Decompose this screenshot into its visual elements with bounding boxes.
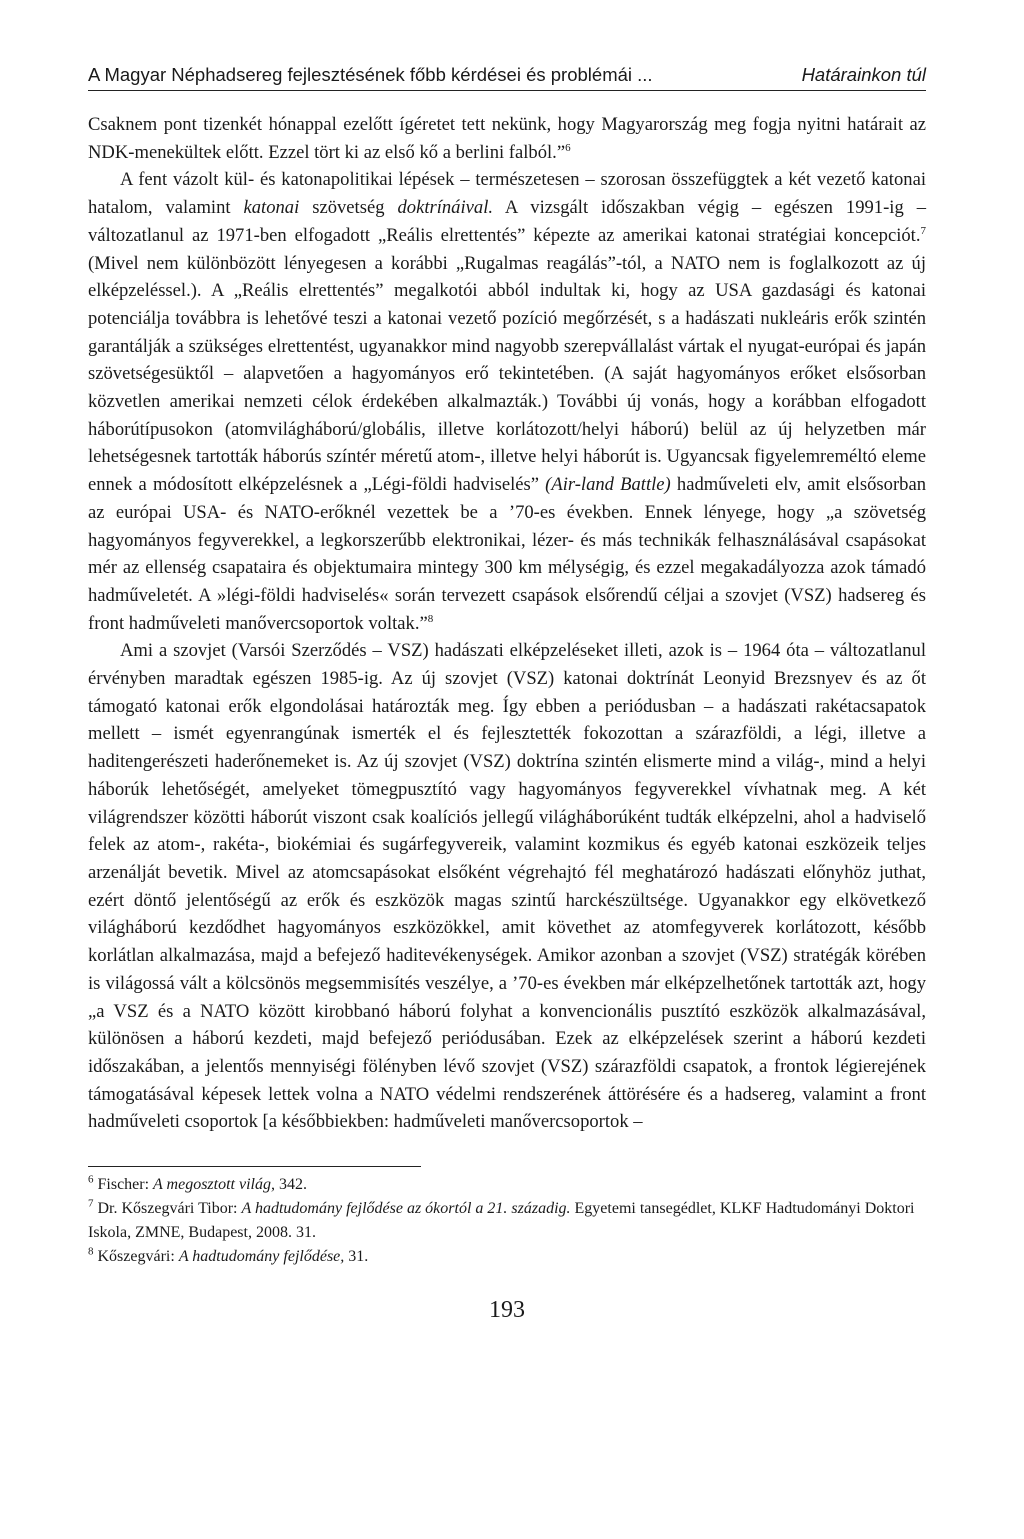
footnote-8 bbox=[88, 1245, 926, 1269]
paragraph-2-a: A fent vázolt kül- és katonapolitikai lépések – természetesen – szorosan összefüggtek a két vezető katonai hatalom, valamint bbox=[88, 169, 926, 219]
paragraph-1 bbox=[88, 111, 926, 166]
footnote-8-post: 31. bbox=[344, 1248, 369, 1266]
footnote-6-title: A megosztott világ, bbox=[153, 1176, 275, 1194]
paragraph-2-b: szövetség bbox=[299, 197, 398, 219]
footnote-6-pre: Fischer: bbox=[97, 1176, 154, 1194]
body-text bbox=[88, 111, 926, 1136]
footnote-6-number: 6 bbox=[88, 1173, 94, 1186]
footnote-7-pre: Dr. Kőszegvári Tibor: bbox=[97, 1200, 242, 1218]
book-page bbox=[88, 62, 926, 1324]
paragraph-2-e: hadműveleti elv, amit elsősorban az európai USA- és NATO-erőknél vezettek be a ’70-es években. Ennek lényege, hogy „a szövetség hagyományos fegyverekkel, a legkorszerűbb elektronikai, lézer- és más technikák felhasználásával csapásokat mér az ellenség csapataira és objektumaira mintegy 300 km mélységig, és ezzel megakadályozza azok támadó hadműveletét. A »légi-földi hadviselés« során tervezett csapások elsőrendű céljai a szovjet (VSZ) hadsereg és front hadműveleti manővercsoportok voltak.” bbox=[88, 474, 927, 634]
footnote-7-title: A hadtudomány fejlődése az ókortól a 21. századig. bbox=[241, 1200, 571, 1218]
paragraph-3 bbox=[88, 637, 926, 1136]
paragraph-2-c: A vizsgált időszakban végig – egészen 1991-ig – változatlanul az 1971-ben elfogadott „Reális elrettentés” képezte az amerikai katonai stratégiai koncepciót. bbox=[88, 197, 926, 246]
header-section: Határainkon túl bbox=[801, 64, 926, 85]
footnote-ref-7: 7 bbox=[920, 224, 926, 237]
paragraph-3-text: Ami a szovjet (Varsói Szerződés – VSZ) hadászati elképzeléseket illeti, azok is – 1964 óta – változatlanul érvényben maradtak egészen 1985-ig. Az új szovjet (VSZ) katonai doktrínát Leonyid Brezsnyev és az őt támogató katonai erők elgondolásai határozták meg. Így ebben a periódusban – a hadászati rakétacsapatok mellett – ismét egyenrangúnak ismerték el és fejlesztették fokozottan a szárazföldi, a légi, illetve a haditengerészeti haderőnemeket is. Az új szovjet (VSZ) doktrína szintén elismerte mind a világ-, mind a helyi háborúk lehetőségét, amelyeket tömegpusztító vagy hagyományos fegyverekkel vívhatnak meg. A két világrendszer közötti háborút viszont csak koalíciós jellegű világháborúként tudták elképzelni, ahol a hadviselő felek az atom-, rakéta-, biokémiai és sugárfegyvereik, valamint kozmikus és egyéb katonai eszközeik teljes arzenálját bevetik. Mivel az atomcsapásokat elsőként végrehajtó fél meghatározó hadászati előnyhöz juthat, ezért döntő jelentőségű az erők és eszközök magas szintű harckészültsége. Ugyanakkor egy elkövetkező világháború kezdődhet hagyományos eszközökkel, amit követhet az atomfegyverek korlátozott, később korlátlan alkalmazása, majd a befejező haditevékenységek. Amikor azonban a szovjet (VSZ) stratégák körében is világossá vált a kölcsönös megsemmisítés veszélye, a ’70-es években már elképzelhetőnek tartották azt, hogy „a VSZ és a NATO között kirobbanó háború folyhat a konvencionális pusztító eszközök alkalmazásával, különösen a háború kezdeti, majd befejező periódusában. Ezek az elképzelések szerint a háború kezdeti időszakában, a jelentős mennyiségi fölényben lévő szovjet (VSZ) szárazföldi csapatok, a frontok légierejének támogatásával képesek lettek volna a NATO védelmi rendszerének áttörésére és a hadsereg, valamint a front hadműveleti csoportok [a későbbiekben: hadműveleti manővercsoportok – bbox=[88, 640, 926, 1133]
header-title: A Magyar Néphadsereg fejlesztésének főbb kérdései és problémái ... bbox=[88, 64, 653, 85]
footnote-8-number: 8 bbox=[88, 1245, 94, 1258]
footnote-7-post: Egyetemi tansegédlet, KLKF Hadtudományi Doktori Iskola, ZMNE, Budapest, 2008. 31. bbox=[88, 1200, 915, 1242]
footnote-6-post: 342. bbox=[274, 1176, 307, 1194]
paragraph-2-italic-3: (Air-land Battle) bbox=[545, 474, 671, 496]
footnote-6 bbox=[88, 1173, 926, 1197]
paragraph-2 bbox=[88, 166, 926, 637]
paragraph-2-d: (Mivel nem különbözött lényegesen a korábbi „Rugalmas reagálás”-tól, a NATO nem is foglalkozott az új elképzeléssel.). A „Reális elrettentés” megalkotói abból indultak ki, hogy az USA gazdasági és katonai potenciálja továbbra is lehetővé teszi a katonai vezető pozíció megőrzését, s a hadászati nukleáris erők szintén garantálják a szükséges elrettentést, ugyanakkor mind nagyobb szerepvállalást vártak el nyugat-európai és japán szövetségesüktől – alapvetően a hagyományos erő tekintetében. (A saját hagyományos erőket elsősorban közvetlen amerikai nemzeti célok érdekében alkalmazták.) További új vonás, hogy a korábban elfogadott háborútípusokon (atomvilágháború/globális, illetve korlátozott/helyi háború) belül az új helyzetben már lehetségesnek tartották háborús színtér méretű atom-, illetve helyi háborút is. Ugyancsak figyelemreméltó eleme ennek a módosított elképzelésnek a „Légi-földi hadviselés” bbox=[88, 252, 926, 496]
running-header bbox=[88, 62, 926, 91]
footnote-ref-6: 6 bbox=[565, 141, 571, 154]
footnote-separator bbox=[88, 1166, 421, 1167]
paragraph-1-text: Csaknem pont tizenkét hónappal ezelőtt ígéretet tett nekünk, hogy Magyarország meg fogja nyitni határait az NDK-menekültek előtt. Ezzel tört ki az első kő a berlini falból.” bbox=[88, 114, 926, 163]
paragraph-2-italic-1: katonai bbox=[243, 197, 300, 219]
footnote-7-number: 7 bbox=[88, 1197, 94, 1210]
page-number: 193 bbox=[489, 1297, 525, 1324]
footnote-7 bbox=[88, 1197, 926, 1245]
footnote-ref-8: 8 bbox=[427, 612, 434, 625]
footnote-8-pre: Kőszegvári: bbox=[97, 1248, 179, 1266]
paragraph-2-italic-2: doktrínáival. bbox=[397, 197, 494, 219]
footnotes bbox=[88, 1173, 926, 1269]
footnote-8-title: A hadtudomány fejlődése, bbox=[178, 1248, 345, 1266]
